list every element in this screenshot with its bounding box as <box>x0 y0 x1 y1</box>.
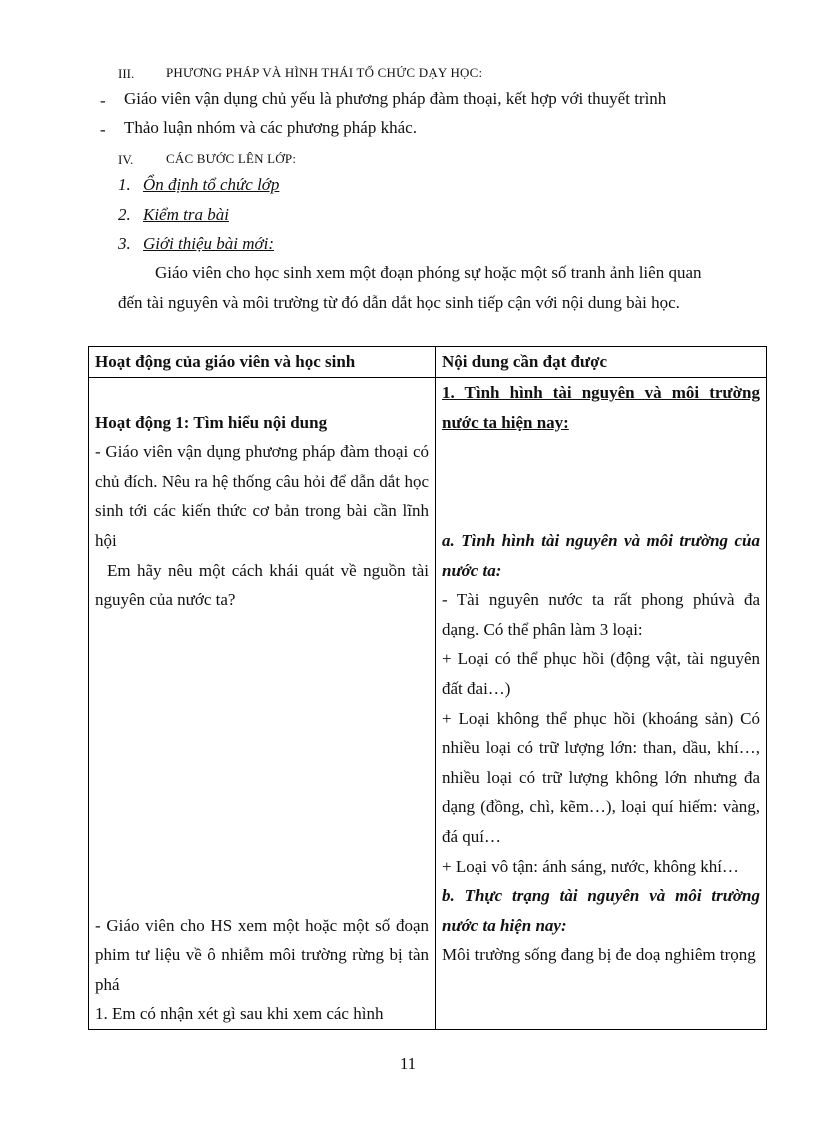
content-text: Môi trường sống đang bị đe doạ nghiêm trọng <box>442 945 756 965</box>
activity-text: - Giáo viên vận dụng phương pháp đàm thoại có chủ đích. Nêu ra hệ thống câu hỏi để dẫn dắt học sinh tới các kiến thức cơ bản trong bài cần lĩnh hội <box>95 442 429 550</box>
bullet-dash: - <box>100 91 106 110</box>
content-text: - Tài nguyên nước ta rất phong phúvà đa dạng. Có thể phân làm 3 loại: <box>442 590 760 639</box>
activity-column <box>89 378 436 1030</box>
content-subheading-a: a. Tình hình tài nguyên và môi trường của nước ta: <box>442 530 760 580</box>
bullet-item: Giáo viên vận dụng chủ yếu là phương pháp đàm thoại, kết hợp với thuyết trình <box>124 89 667 108</box>
step-label: Kiểm tra bài <box>143 205 229 224</box>
activity-question: 1. Em có nhận xét gì sau khi xem các hình <box>95 1004 384 1024</box>
content-column <box>436 378 767 1030</box>
content-subheading-b: b. Thực trạng tài nguyên và môi trường nước ta hiện nay: <box>442 886 760 935</box>
intro-paragraph-line2: đến tài nguyên và môi trường từ đó dẫn dắt học sinh tiếp cận với nội dung bài học. <box>118 293 680 312</box>
section-iii-numeral: III. <box>118 66 135 81</box>
step-label: Giới thiệu bài mới: <box>143 234 274 253</box>
step-number: 2. <box>118 205 131 224</box>
content-text: + Loại vô tận: ánh sáng, nước, không khí… <box>442 856 739 876</box>
lesson-table <box>88 346 767 1030</box>
bullet-dash: - <box>100 120 106 139</box>
header-teacher-student-activity: Hoạt động của giáo viên và học sinh <box>89 347 436 378</box>
content-heading-1: 1. Tình hình tài nguyên và môi trường nước ta hiện nay: <box>442 383 760 432</box>
step-number: 3. <box>118 234 131 253</box>
activity-text: - Giáo viên cho HS xem một hoặc một số đoạn phim tư liệu về ô nhiễm môi trường rừng bị tàn phá <box>95 915 429 994</box>
activity-question: Em hãy nêu một cách khái quát về nguồn tài nguyên của nước ta? <box>95 560 429 610</box>
activity-1-heading: Hoạt động 1: Tìm hiểu nội dung <box>95 412 328 432</box>
intro-paragraph-line1: Giáo viên cho học sinh xem một đoạn phóng sự hoặc một số tranh ảnh liên quan <box>155 263 702 282</box>
step-number: 1. <box>118 175 131 194</box>
page-number: 11 <box>399 1054 417 1073</box>
section-iv-title: CÁC BƯỚC LÊN LỚP: <box>166 151 297 166</box>
content-text: + Loại có thể phục hồi (động vật, tài nguyên đất đai…) <box>442 649 760 698</box>
table-row <box>89 378 767 1030</box>
header-content-to-achieve: Nội dung cần đạt được <box>436 347 767 378</box>
content-text: + Loại không thể phục hồi (khoáng sản) Có nhiều loại có trữ lượng lớn: than, dầu, khí…, nhiều loại có trữ lượng không lớn nhưng đa dạng (đồng, chì, kẽm…), loại quí hiếm: vàng, đá quí… <box>442 708 760 846</box>
bullet-item: Thảo luận nhóm và các phương pháp khác. <box>124 118 417 137</box>
section-iv-numeral: IV. <box>118 152 134 167</box>
table-header-row <box>89 347 767 378</box>
section-iii-title: PHƯƠNG PHÁP VÀ HÌNH THÁI TỔ CHỨC DẠY HỌC: <box>166 65 483 80</box>
step-label: Ổn định tổ chức lớp <box>143 175 280 194</box>
